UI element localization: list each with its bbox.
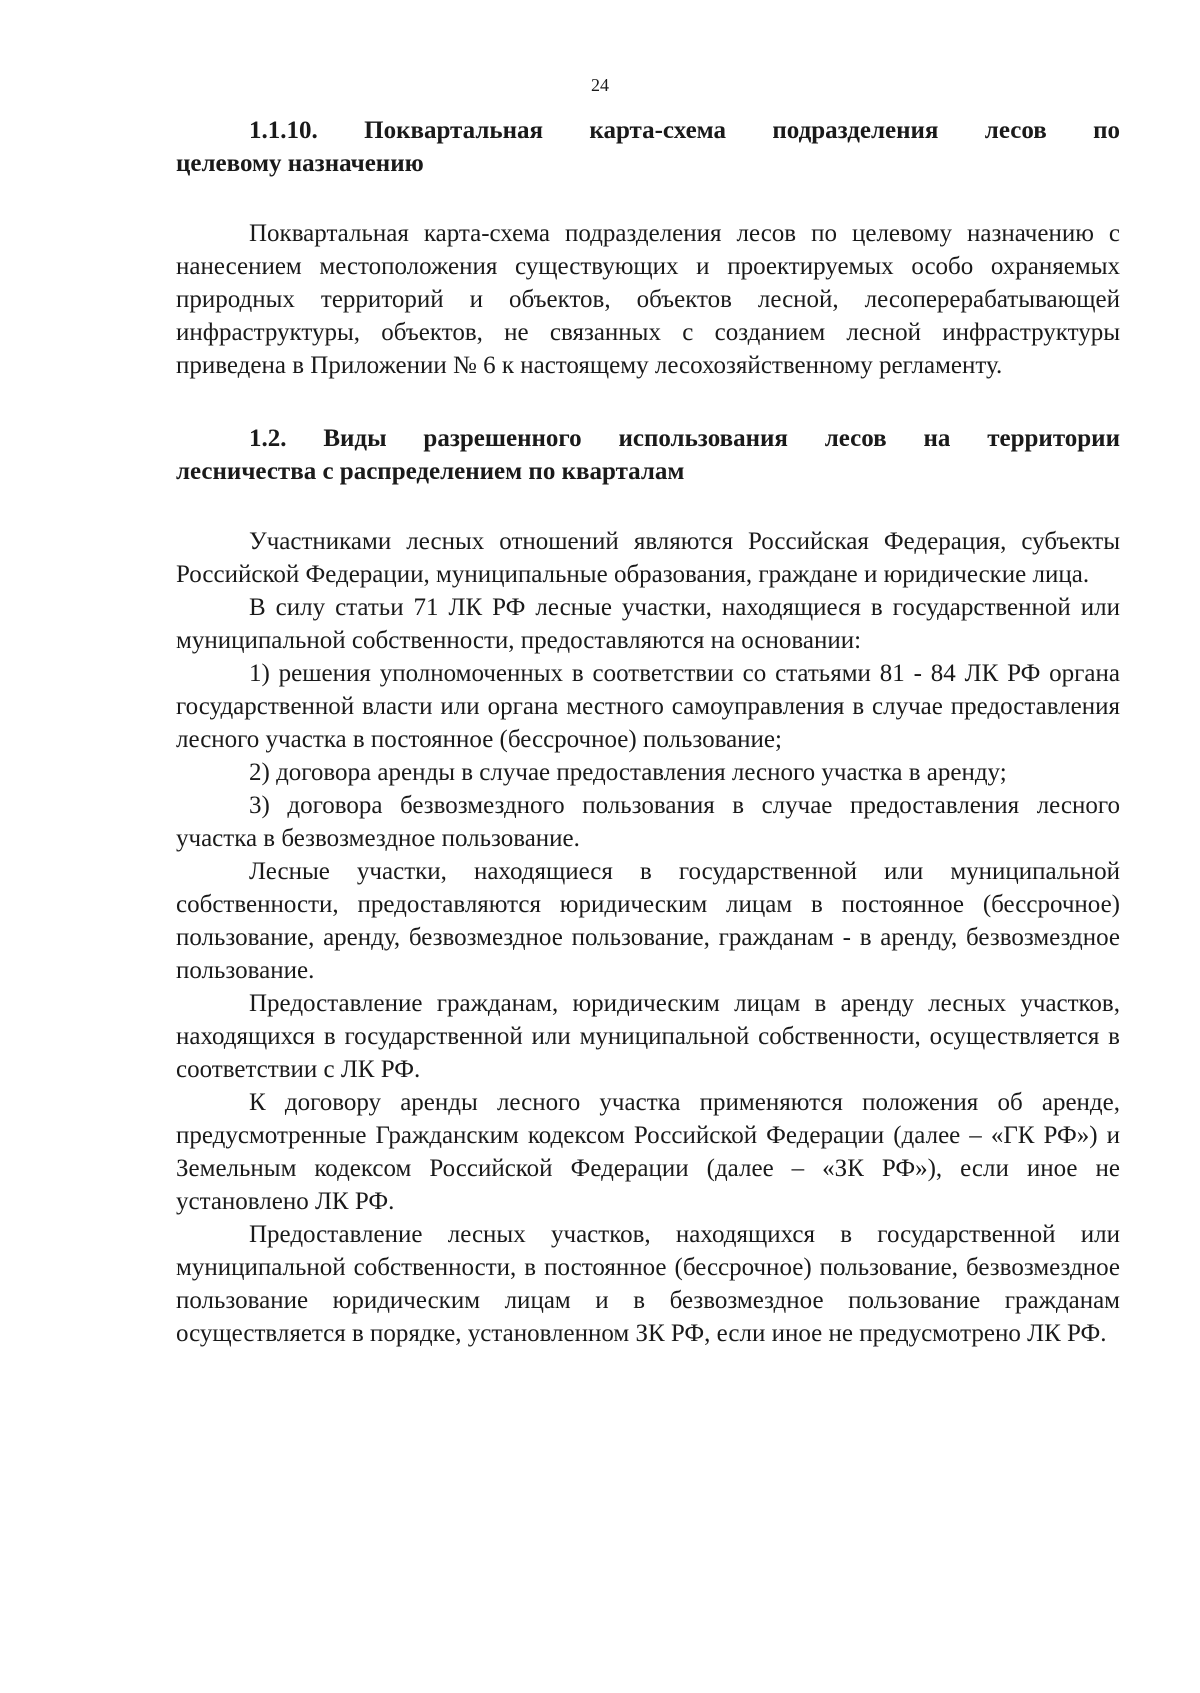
list-item-3: 3) договора безвозмездного пользования в случае предоставления лесного участка в безвозмездное пользование.: [176, 792, 1120, 852]
section-heading-line-2: лесничества с распределением по кварталам: [176, 458, 685, 485]
section-heading-line-1: 1.1.10. Поквартальная карта-схема подразделения лесов по: [249, 117, 1120, 144]
page-content: [176, 114, 1120, 1350]
section-heading-line-1: 1.2. Виды разрешенного использования лесов на территории: [249, 425, 1120, 452]
section-heading-line-2: целевому назначению: [176, 150, 424, 177]
section-1-paragraph: Поквартальная карта-схема подразделения лесов по целевому назначению с нанесением местоположения существующих и проектируемых особо охраняемых природных территорий и объектов, объектов лесной, лесоперерабатывающей инфраструктуры, объектов, не связанных с созданием лесной инфраструктуры приведена в Приложении № 6 к настоящему лесохозяйственному регламенту.: [176, 220, 1120, 379]
paragraph-lease-contract: К договору аренды лесного участка применяются положения об аренде, предусмотренные Гражданским кодексом Российской Федерации (далее – «ГК РФ») и Земельным кодексом Российской Федерации (далее – «ЗК РФ»), если иное не установлено ЛК РФ.: [176, 1089, 1120, 1215]
paragraph-article-71: В силу статьи 71 ЛК РФ лесные участки, находящиеся в государственной или муниципальной собственности, предоставляются на основании:: [176, 594, 1120, 654]
paragraph-participants: Участниками лесных отношений являются Российская Федерация, субъекты Российской Федерации, муниципальные образования, граждане и юридические лица.: [176, 528, 1120, 588]
section-heading-1-2: [176, 422, 1120, 488]
section-heading-1-1-10: [176, 114, 1120, 180]
paragraph-forest-plots: Лесные участки, находящиеся в государственной или муниципальной собственности, предоставляются юридическим лицам в постоянное (бессрочное) пользование, аренду, безвозмездное пользование, гражданам - в аренду, безвозмездное пользование.: [176, 858, 1120, 984]
list-item-2: 2) договора аренды в случае предоставления лесного участка в аренду;: [249, 759, 1007, 786]
paragraph-lease-provision: Предоставление гражданам, юридическим лицам в аренду лесных участков, находящихся в государственной или муниципальной собственности, осуществляется в соответствии с ЛК РФ.: [176, 990, 1120, 1083]
page-number: 24: [591, 75, 609, 95]
list-item-1: 1) решения уполномоченных в соответствии со статьями 81 - 84 ЛК РФ органа государственной власти или органа местного самоуправления в случае предоставления лесного участка в постоянное (бессрочное) пользование;: [176, 660, 1120, 753]
paragraph-land-code: Предоставление лесных участков, находящихся в государственной или муниципальной собственности, в постоянное (бессрочное) пользование, безвозмездное пользование юридическим лицам и в безвозмездное пользование гражданам осуществляется в порядке, установленном ЗК РФ, если иное не предусмотрено ЛК РФ.: [176, 1221, 1120, 1347]
